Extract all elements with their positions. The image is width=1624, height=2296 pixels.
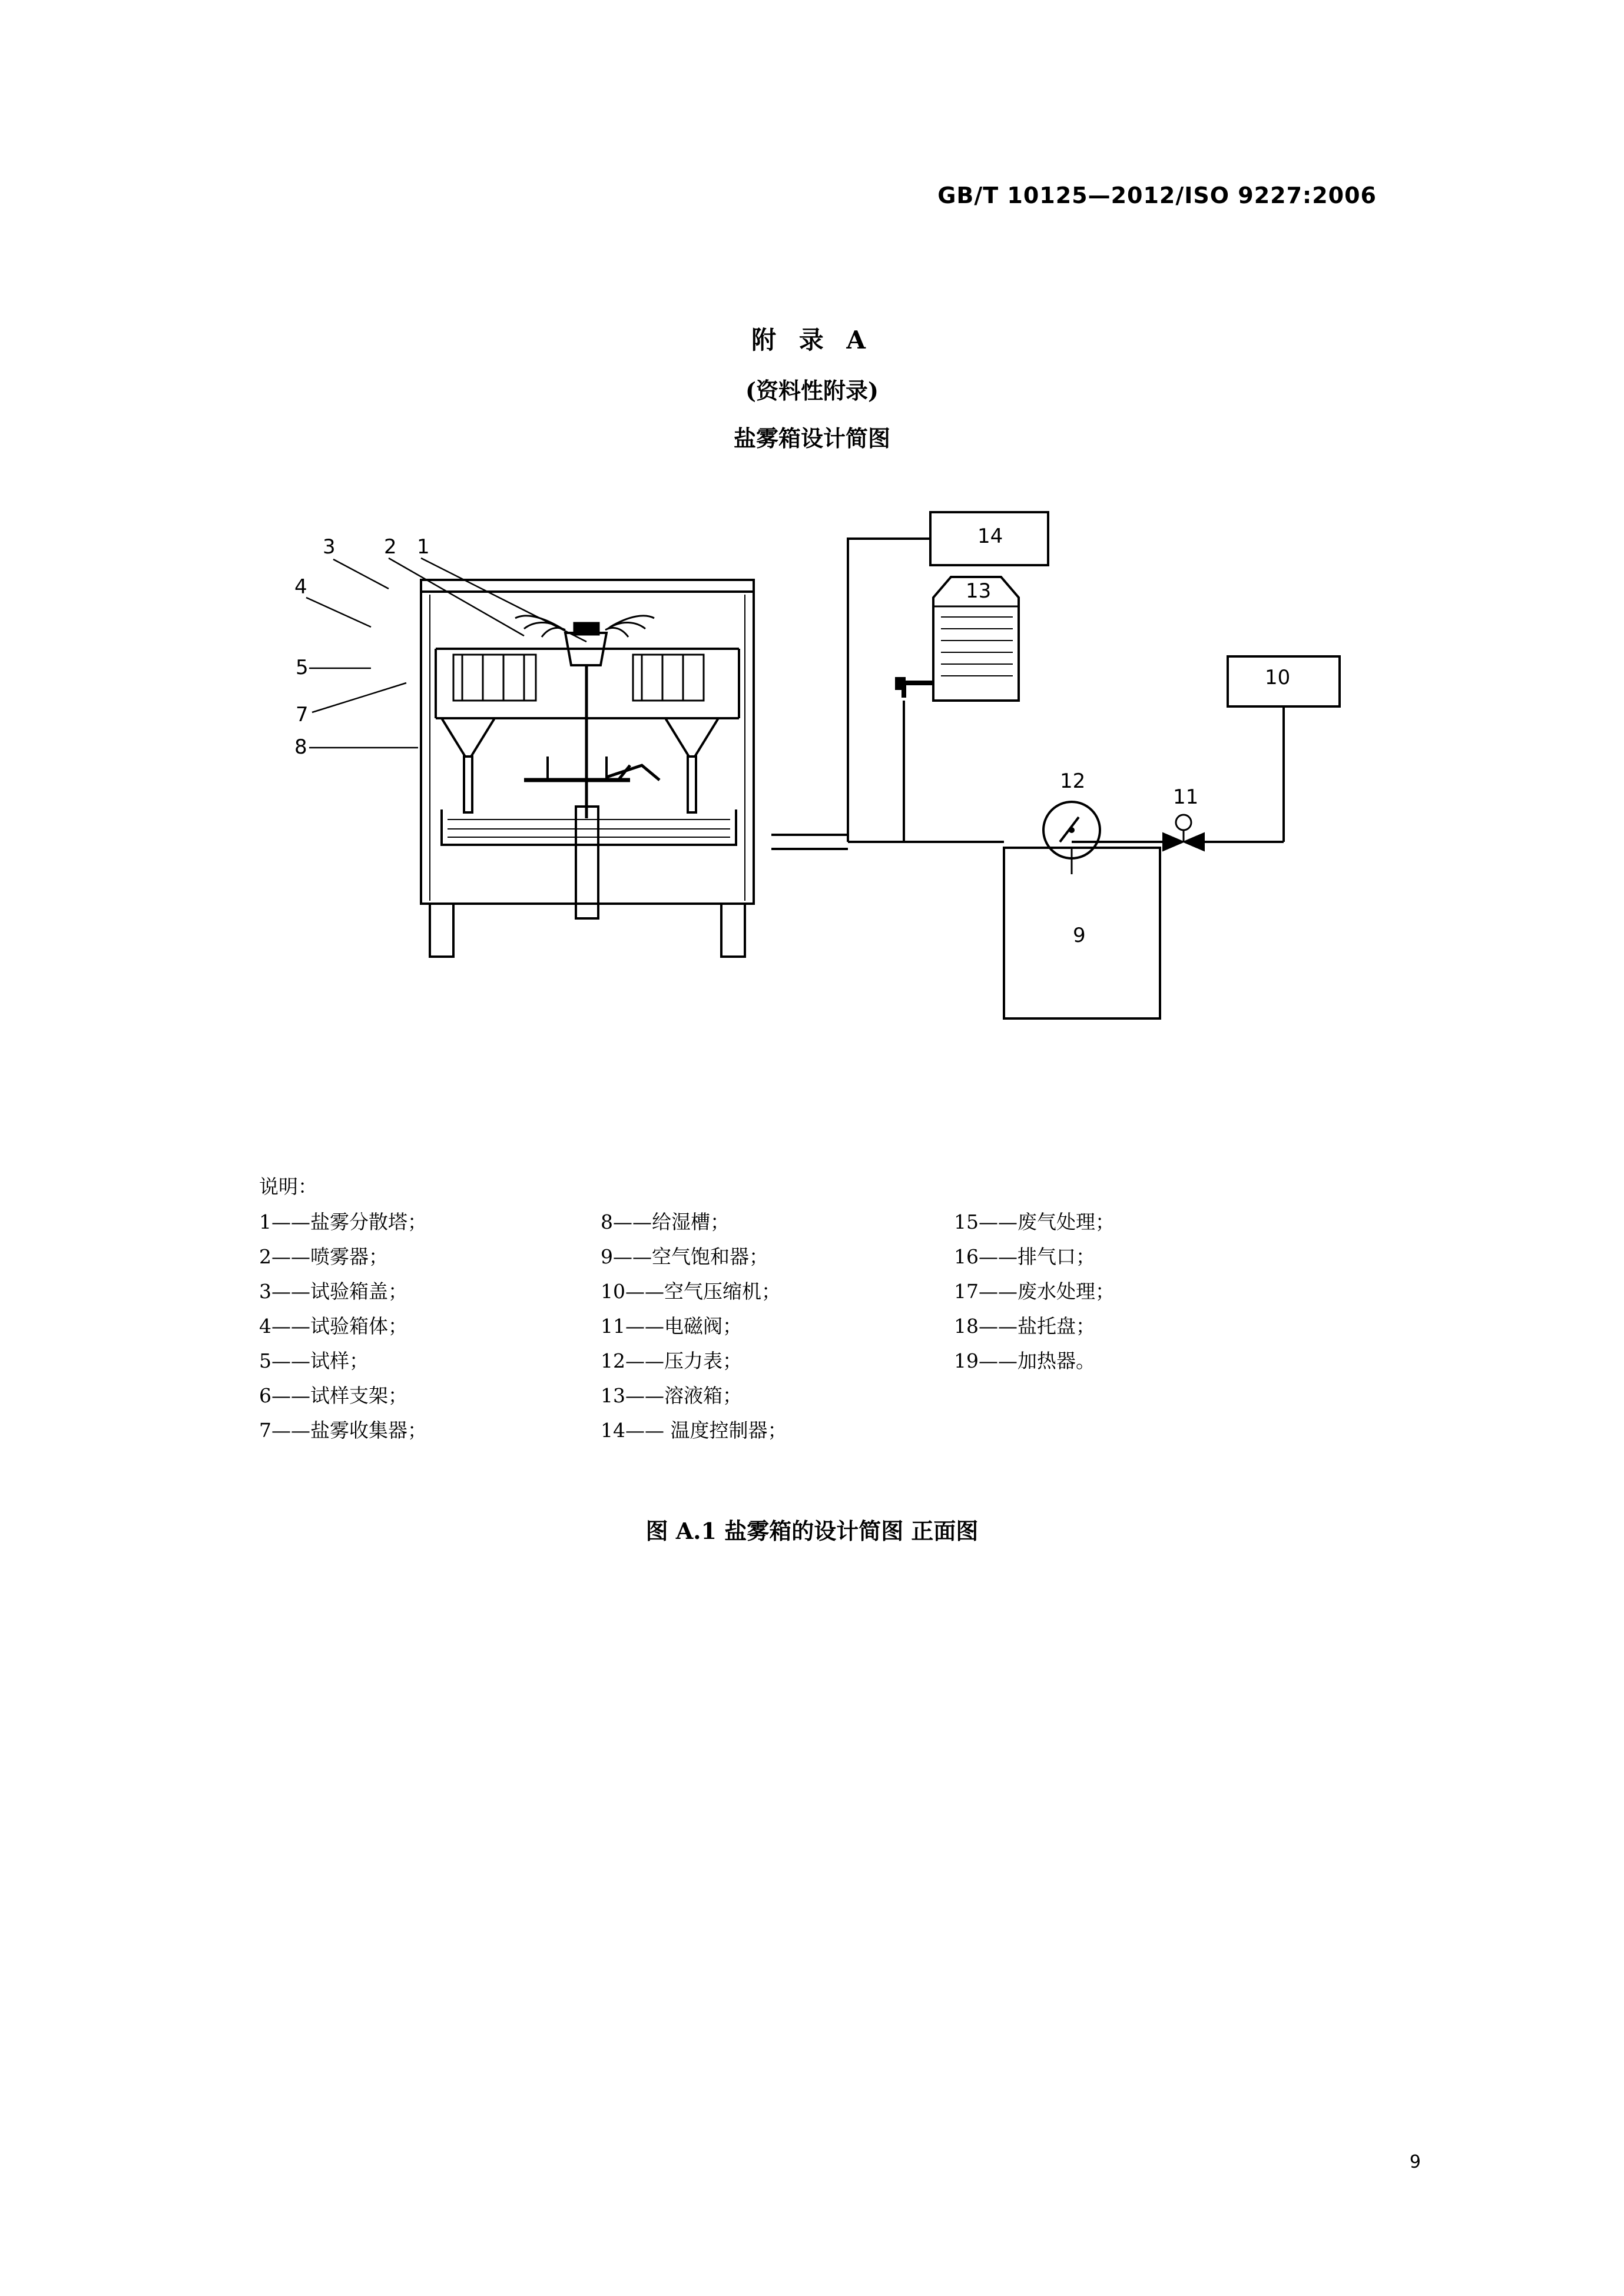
salt-spray-chamber-diagram xyxy=(194,489,1466,1148)
legend-item: 10——空气压缩机； xyxy=(601,1280,781,1303)
component-3-lid xyxy=(421,580,754,592)
component-13-tap xyxy=(904,683,933,698)
diagram-svg xyxy=(194,489,1466,1148)
legend-item: 12——压力表； xyxy=(601,1349,742,1372)
callout-2: 2 xyxy=(384,535,397,559)
chamber-leg-left xyxy=(430,904,453,957)
legend-item: 11——电磁阀； xyxy=(601,1315,742,1338)
callout-11: 11 xyxy=(1173,785,1199,809)
legend-item: 1——盐雾分散塔； xyxy=(259,1210,427,1233)
legend-item: 2——喷雾器； xyxy=(259,1245,388,1268)
component-11-valve-left xyxy=(1163,833,1184,851)
annex-title-block xyxy=(0,321,1624,453)
callout-9: 9 xyxy=(1073,924,1086,947)
page-number: 9 xyxy=(1409,2152,1421,2172)
callout-14: 14 xyxy=(977,525,1003,548)
callout-10: 10 xyxy=(1265,666,1291,689)
legend-item: 14—— 温度控制器； xyxy=(601,1419,787,1442)
callout-3: 3 xyxy=(323,535,336,559)
legend-item: 15——废气处理； xyxy=(954,1210,1115,1233)
callout-1: 1 xyxy=(417,535,430,559)
legend-item: 17——废水处理； xyxy=(954,1280,1115,1303)
legend-item: 18——盐托盘； xyxy=(954,1315,1095,1338)
callout-13: 13 xyxy=(966,579,992,603)
legend-item: 9——空气饱和器； xyxy=(601,1245,768,1268)
annex-subtitle: (资料性附录) xyxy=(745,377,879,404)
legend-column-3 xyxy=(954,1212,1295,1455)
callout-labels xyxy=(294,525,1290,947)
legend-item: 5——试样； xyxy=(259,1349,369,1372)
callout-4: 4 xyxy=(294,575,307,599)
pipe-14-to-chamber xyxy=(848,539,930,842)
callout-5: 5 xyxy=(296,656,309,679)
component-8-trough xyxy=(442,809,736,845)
figure-caption: 图 A.1 盐雾箱的设计简图 正面图 xyxy=(645,1518,979,1544)
legend-item: 8——给湿槽； xyxy=(601,1210,730,1233)
annex-title: 附 录 A xyxy=(751,326,873,354)
page-header-standard-code: GB/T 10125—2012/ISO 9227:2006 xyxy=(937,183,1377,208)
figure-legend xyxy=(259,1172,1378,1455)
component-7-collectors xyxy=(442,718,718,812)
legend-item: 6——试样支架； xyxy=(259,1384,407,1407)
legend-column-2 xyxy=(601,1212,954,1455)
annex-heading: 盐雾箱设计简图 xyxy=(733,425,890,452)
callout-12: 12 xyxy=(1060,769,1086,793)
legend-item: 16——排气口； xyxy=(954,1245,1095,1268)
legend-item: 19——加热器。 xyxy=(954,1349,1095,1372)
chamber-leg-right xyxy=(721,904,745,957)
legend-title: 说明： xyxy=(259,1175,317,1198)
component-11-valve-right xyxy=(1184,833,1204,851)
callout-8: 8 xyxy=(294,735,307,759)
component-11-actuator xyxy=(1176,815,1191,830)
legend-item: 13——溶液箱； xyxy=(601,1384,742,1407)
legend-item: 4——试验箱体； xyxy=(259,1315,407,1338)
component-1-dispersion-tower xyxy=(565,623,606,918)
legend-column-1 xyxy=(259,1212,601,1455)
legend-item: 7——盐雾收集器； xyxy=(259,1419,427,1442)
legend-item: 3——试验箱盖； xyxy=(259,1280,407,1303)
callout-7: 7 xyxy=(296,703,309,726)
component-5-samples xyxy=(453,655,704,701)
